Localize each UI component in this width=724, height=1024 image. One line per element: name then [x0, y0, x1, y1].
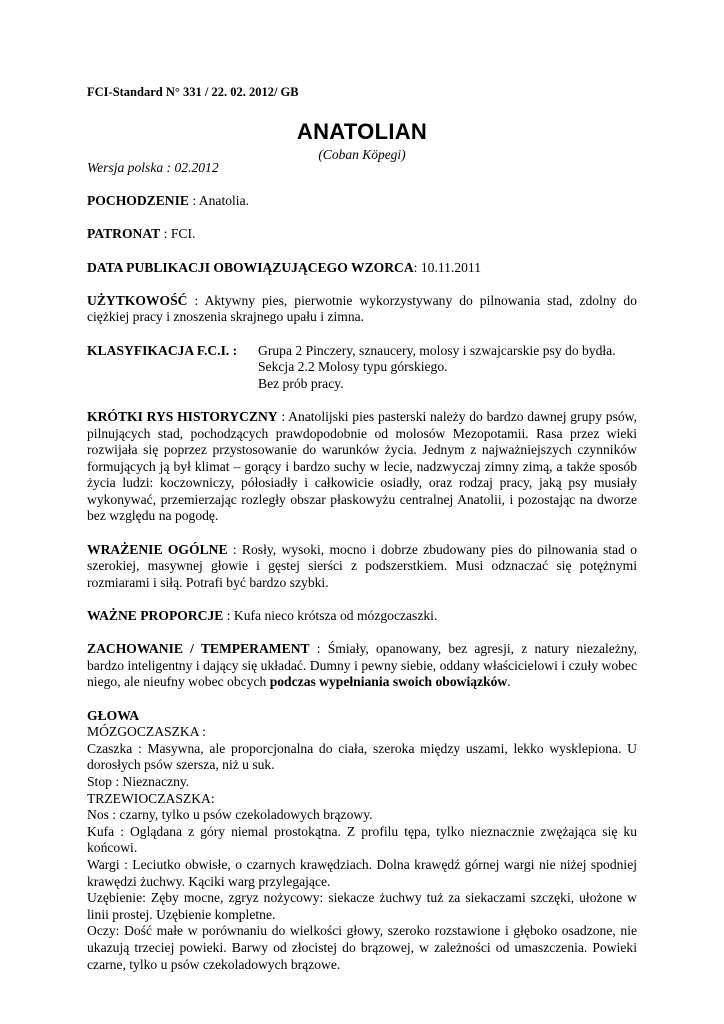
behaviour-value: : Śmiały, opanowany, bez agresji, z natury niezależny, bardzo inteligentny i dający się układać. Dumny i pewny siebie, oddany właścicielowi i czuły wobec niego, ale nieufny wobec obcych — [87, 641, 637, 690]
history-label: KRÓTKI RYS HISTORYCZNY — [87, 408, 278, 424]
behaviour-bold-tail: podczas wypełniania swoich obowiązków — [269, 674, 508, 690]
stop-paragraph: Stop : Nieznaczny. — [87, 773, 190, 789]
origin-label: POCHODZENIE — [87, 193, 189, 209]
history-paragraph — [87, 409, 637, 525]
nose-paragraph: Nos : czarny, tylko u psów czekoladowych brązowy. — [87, 807, 373, 823]
classification-values — [258, 343, 637, 393]
proportions-value: : Kufa nieco krótsza od mózgoczaszki. — [223, 608, 438, 624]
utilization-paragraph — [87, 293, 637, 326]
document-body — [87, 160, 637, 973]
publication-value: : 10.11.2011 — [413, 259, 482, 275]
eyes-paragraph: Oczy: Dość małe w porównaniu do wielkości głowy, szeroko rozstawione i głęboko osadzone, nie ukazują trzeciej powieki. Barwy od złocistej do brązowej, w zależności od umaszczenia. Powieki czarne, tylko u psów czekoladowych brązowe. — [87, 923, 637, 972]
lips-paragraph: Wargi : Leciutko obwisłe, o czarnych krawędziach. Dolna krawędź górnej wargi nie niżej spodniej krawędzi żuchwy. Kąciki warg przylegające. — [87, 856, 637, 889]
patronage-paragraph — [87, 226, 637, 243]
head-heading: GŁOWA — [87, 707, 140, 723]
classification-block — [87, 343, 637, 393]
skull-paragraph: Czaszka : Masywna, ale proporcjonalna do ciała, szeroka między uszami, lekko wysklepiona. U dorosłych psów szersza, niż u suk. — [87, 740, 637, 773]
history-value: : Anatolijski pies pasterski należy do bardzo dawnej grupy psów, pilnujących stad, pochodzących prawdopodobnie od molosów Mezopotamii. Rasa przez wieki rozwijała się poprzez przystosowanie do warunków życia. Jednym z najważniejszych czynników formujących ją był klimat – gorący i bardzo suchy w lecie, nadzwyczaj zimny zimą, a także sposób życia ludzi: koczowniczy, półosiadły i całkowicie osiadły, oraz rodzaj pracy, jaką psy musiały wykonywać, przemierzając rozległy obszar płaskowyżu centralnej Anatolii, i pozostając na dworze bez względu na pogodę. — [87, 408, 637, 524]
proportions-paragraph — [87, 608, 637, 625]
muzzle-paragraph: Kufa : Oglądana z góry niemal prostokątna. Z profilu tępa, tylko nieznacznie zwężająca się ku końcowi. — [87, 823, 637, 856]
breed-title: ANATOLIAN — [296, 119, 428, 144]
behaviour-paragraph — [87, 641, 637, 691]
general-paragraph — [87, 542, 637, 592]
facial-heading: TRZEWIOCZASZKA: — [87, 790, 215, 806]
version-line: Wersja polska : 02.2012 — [87, 160, 219, 175]
cranial-heading: MÓZGOCZASZKA : — [87, 724, 206, 740]
general-value: : Rosły, wysoki, mocno i dobrze zbudowany pies do pilnowania stad o szerokiej, masywnej głowie i gęstej sierści z podszerstkiem. Musi odznaczać się potężnymi rozmiarami i siłą. Potrafi być bardzo szybki. — [87, 541, 637, 590]
patronage-value: : FCI. — [160, 226, 196, 242]
utilization-label: UŻYTKOWOŚĆ — [87, 292, 188, 308]
proportions-label: WAŻNE PROPORCJE — [87, 608, 224, 624]
breed-subtitle: (Coban Köpegi) — [318, 147, 406, 162]
general-label: WRAŻENIE OGÓLNE — [87, 541, 228, 557]
classification-group: Grupa 2 Pinczery, sznaucery, molosy i szwajcarskie psy do bydła. — [258, 342, 616, 358]
teeth-paragraph: Uzębienie: Zęby mocne, zgryz nożycowy: siekacze żuchwy tuż za siekaczami szczęki, ułożone w linii prostej. Uzębienie kompletne. — [87, 890, 637, 922]
standard-header: FCI-Standard N° 331 / 22. 02. 2012/ GB — [87, 85, 299, 99]
publication-paragraph — [87, 260, 637, 277]
patronage-label: PATRONAT — [87, 226, 161, 242]
classification-label: KLASYFIKACJA F.C.I. : — [87, 342, 238, 358]
origin-value: : Anatolia. — [188, 193, 249, 209]
behaviour-label: ZACHOWANIE / TEMPERAMENT — [87, 641, 310, 657]
publication-label: DATA PUBLIKACJI OBOWIĄZUJĄCEGO WZORCA — [87, 259, 414, 275]
utilization-value: : Aktywny pies, pierwotnie wykorzystywany do pilnowania stad, zdolny do ciężkiej pracy i znoszenia skrajnego upału i zimna. — [87, 292, 637, 325]
origin-paragraph — [87, 193, 637, 210]
classification-section: Sekcja 2.2 Molosy typu górskiego. — [258, 359, 448, 375]
behaviour-end: . — [507, 674, 511, 690]
classification-trial: Bez prób pracy. — [258, 375, 344, 391]
